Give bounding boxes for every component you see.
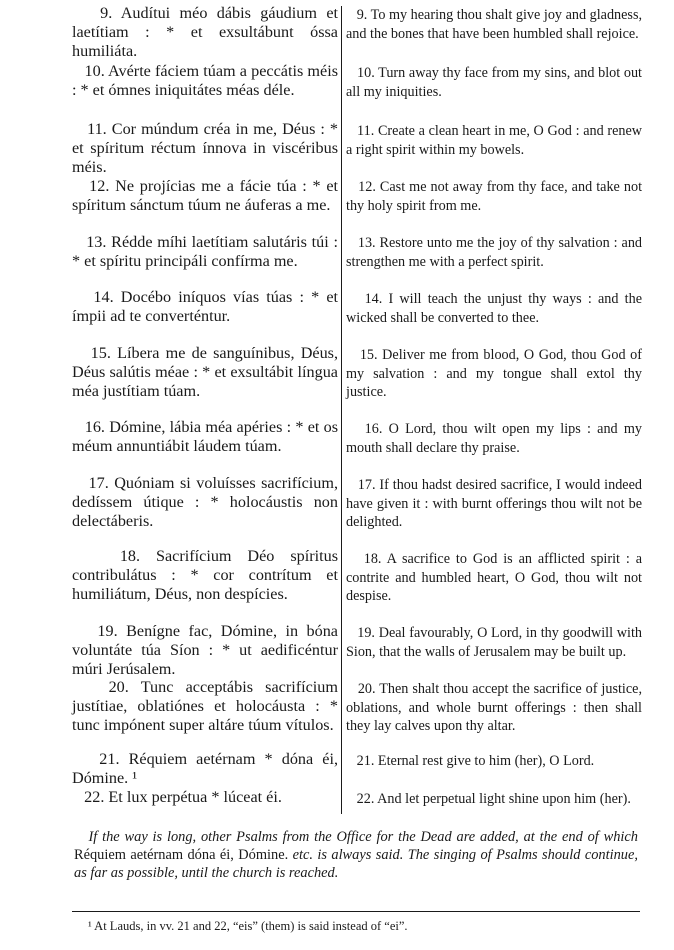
latin-verse-16: 16. Dómine, lábia méa apéries : * et os méum annuntiábit láudem túam. xyxy=(72,418,339,455)
rubric-note: If the way is long, other Psalms from the Office for the Dead are added, at the end of which Réquiem aetérnam dóna éi, Dómine. etc. is always said. The singing of Psalms should continue, as far as possible, until the church is reached. xyxy=(74,829,639,881)
column-divider xyxy=(341,6,342,814)
english-verse-19: 19. Deal favourably, O Lord, in thy goodwill with Sion, that the walls of Jerusalem may be built up. xyxy=(346,625,642,660)
latin-verse-18: 18. Sacrifícium Déo spíritus contribulátus : * cor contrítum et humiliátum, Déus, non despícies. xyxy=(72,547,339,603)
latin-verse-11: 11. Cor múndum créa in me, Déus : * et spíritum réctum ínnova in viscéribus méis. xyxy=(72,120,339,176)
english-verse-15: 15. Deliver me from blood, O God, thou God of my salvation : and my tongue shall extol thy justice. xyxy=(346,347,642,401)
latin-verse-15: 15. Líbera me de sanguínibus, Déus, Déus salútis méae : * et exsultábit língua méa justítiam túam. xyxy=(72,344,339,400)
latin-verse-20: 20. Tunc acceptábis sacrifícium justítiae, oblatiónes et holocáusta : * tunc impónent super altáre túum vítulos. xyxy=(72,678,338,734)
english-verse-21: 21. Eternal rest give to him (her), O Lord. xyxy=(356,753,595,769)
english-verse-18: 18. A sacrifice to God is an afflicted spirit : a contrite and humbled heart, O God, thou wilt not despise. xyxy=(346,551,643,605)
english-verse-13: 13. Restore unto me the joy of thy salvation : and strengthen me with a perfect spirit. xyxy=(346,235,643,270)
latin-verse-13: 13. Rédde míhi laetítiam salutáris túi : * et spíritu principáli confírma me. xyxy=(72,233,338,270)
footnote: ¹ At Lauds, in vv. 21 and 22, “eis” (them) is said instead of “ei”. xyxy=(88,919,408,933)
english-verse-11: 11. Create a clean heart in me, O God : and renew a right spirit within my bowels. xyxy=(346,123,643,158)
latin-verse-12: 12. Ne projícias me a fácie túa : * et spíritum sánctum túum ne áuferas a me. xyxy=(72,177,338,214)
latin-verse-17: 17. Quóniam si voluísses sacrifícium, dedíssem útique : * holocáustis non delectáberis. xyxy=(72,474,338,530)
english-verse-12: 12. Cast me not away from thy face, and take not thy holy spirit from me. xyxy=(346,179,643,214)
latin-verse-22: 22. Et lux perpétua * lúceat éi. xyxy=(84,788,282,806)
english-verse-20: 20. Then shalt thou accept the sacrifice of justice, oblations, and whole burnt offerings : then shall they lay calves upon thy altar. xyxy=(346,681,642,735)
latin-verse-10: 10. Avérte fáciem túam a peccátis méis : * et ómnes iniquitátes méas déle. xyxy=(72,62,339,99)
footnote-rule xyxy=(72,911,640,912)
english-verse-9: 9. To my hearing thou shalt give joy and gladness, and the bones that have been humbled shall rejoice. xyxy=(346,7,643,42)
latin-verse-14: 14. Docébo iníquos vías túas : * et ímpii ad te converténtur. xyxy=(72,288,339,325)
english-verse-16: 16. O Lord, thou wilt open my lips : and my mouth shall declare thy praise. xyxy=(346,421,642,456)
latin-verse-19: 19. Benígne fac, Dómine, in bóna voluntáte túa Síon : * ut aedificéntur múri Jerúsalem. xyxy=(72,622,338,678)
latin-verse-21: 21. Réquiem aetérnam * dóna éi, Dómine. ¹ xyxy=(72,750,339,787)
english-verse-22: 22. And let perpetual light shine upon him (her). xyxy=(356,791,631,807)
latin-verse-9: 9. Audítui méo dábis gáudium et laetítiam : * et exsultábunt óssa humiliáta. xyxy=(72,4,339,60)
english-verse-14: 14. I will teach the unjust thy ways : and the wicked shall be converted to thee. xyxy=(346,291,643,326)
english-verse-10: 10. Turn away thy face from my sins, and blot out all my iniquities. xyxy=(346,65,642,100)
english-verse-17: 17. If thou hadst desired sacrifice, I would indeed have given it : with burnt offerings thou wilt not be delighted. xyxy=(346,477,642,531)
